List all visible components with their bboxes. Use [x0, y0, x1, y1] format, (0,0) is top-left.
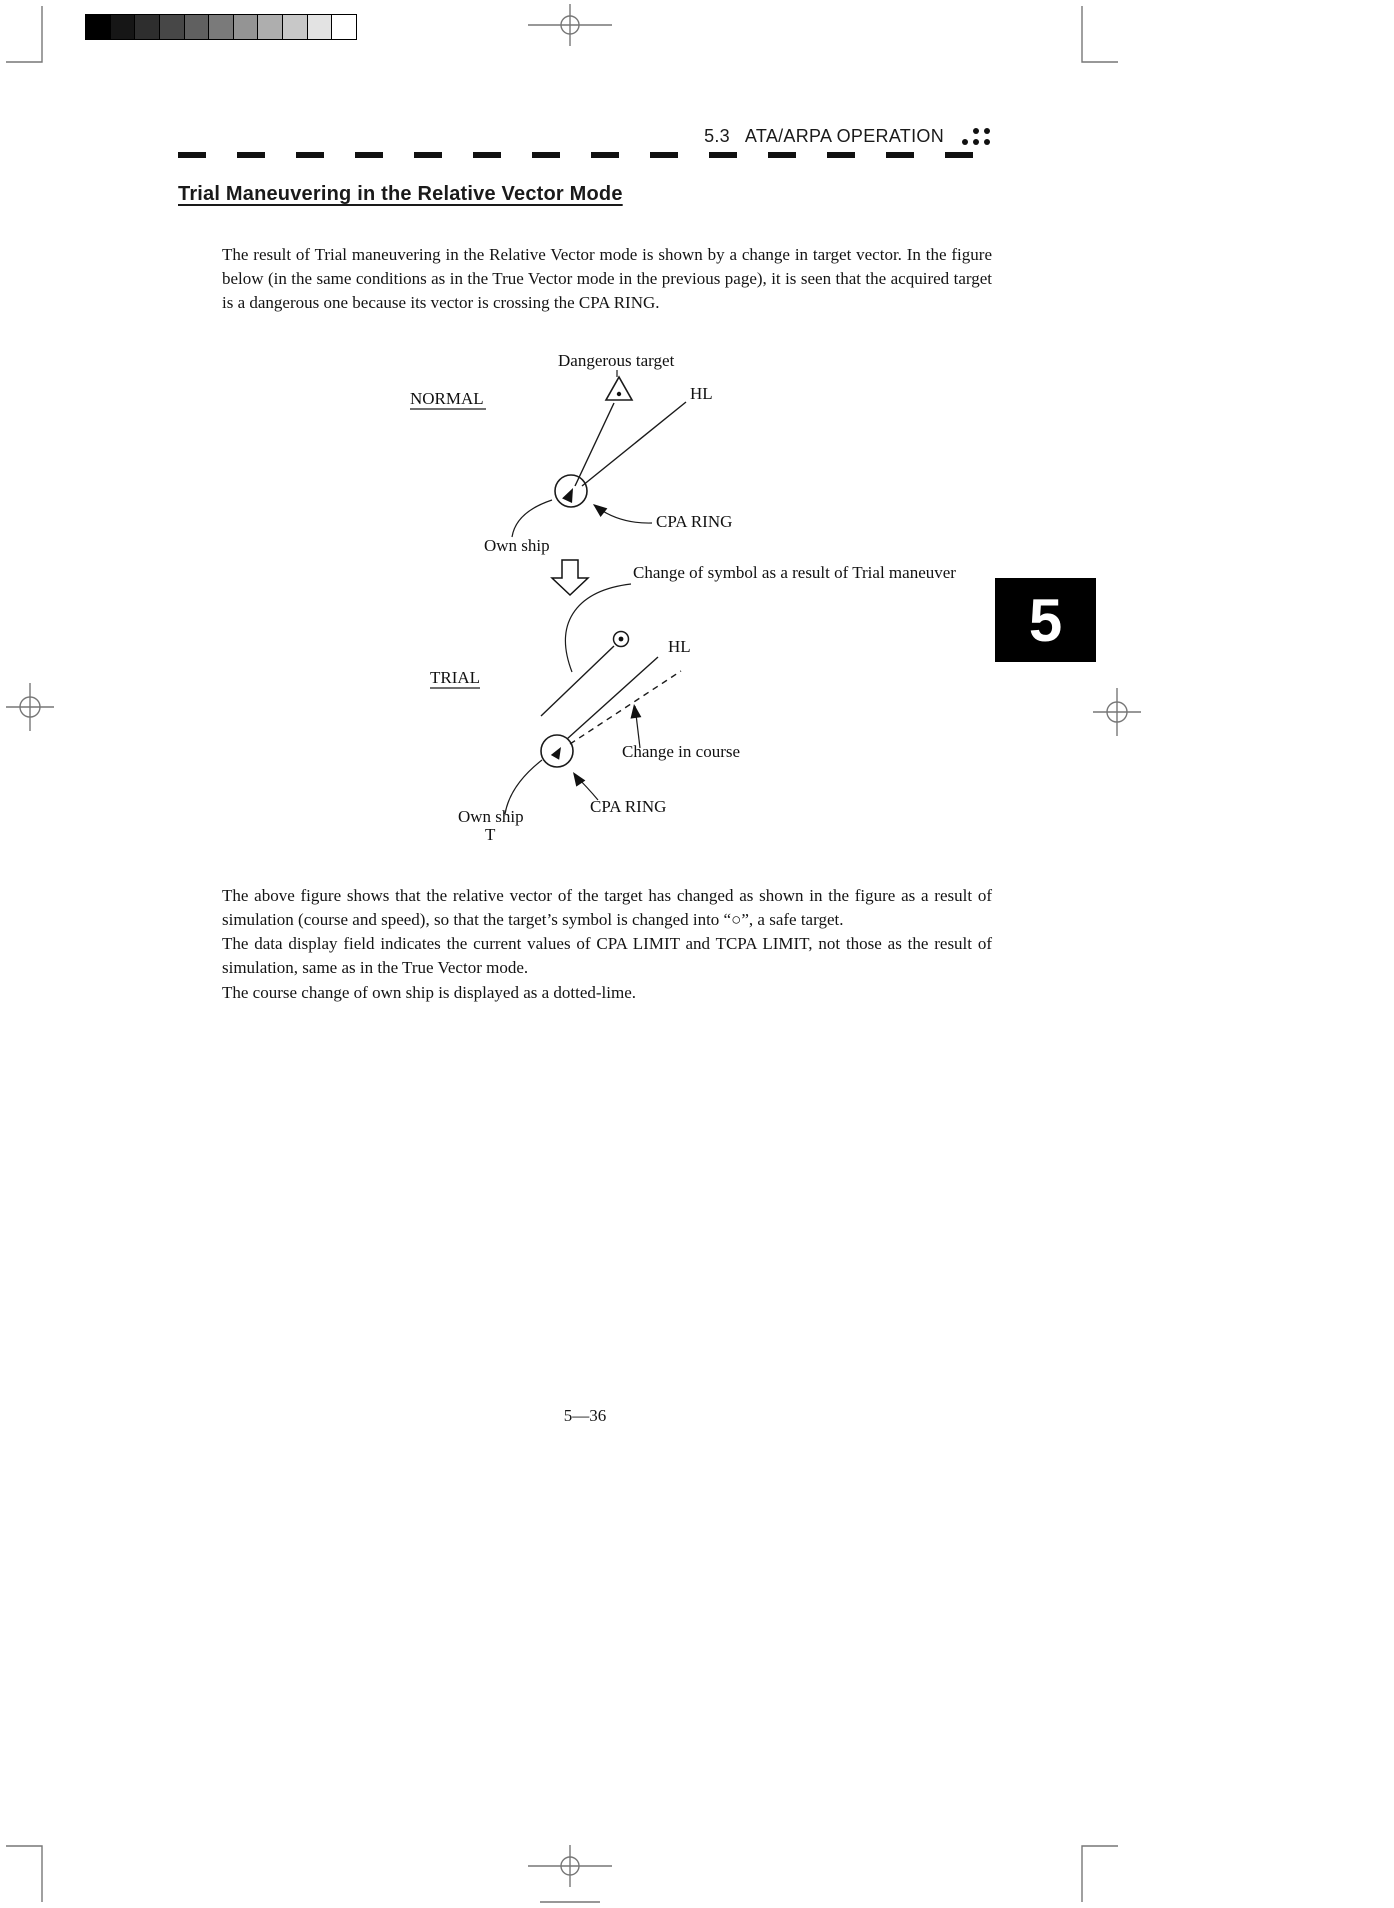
chapter-tab: 5 [995, 578, 1096, 662]
closing-paragraph-1: The above figure shows that the relative vector of the target has changed as shown in the figure as a result of simulation (course and speed), so that the target’s symbol is changed into “○”, a safe target. [222, 886, 992, 930]
change-course-label: Change in course [622, 742, 741, 761]
change-symbol-label: Change of symbol as a result of Trial maneuver [633, 563, 956, 582]
calibration-swatch [134, 15, 159, 39]
own-ship-course-arrowhead-normal [562, 486, 578, 503]
calibration-swatch [86, 15, 110, 39]
dangerous-target-dot [617, 392, 621, 396]
section-dots-icon [962, 126, 990, 145]
closing-paragraph-2: The data display field indicates the current values of CPA LIMIT and TCPA LIMIT, not those as the result of simulation, same as in the True Vector mode. [222, 934, 992, 978]
closing-paragraphs [222, 884, 992, 1005]
calibration-swatch [307, 15, 332, 39]
normal-diagram [410, 351, 732, 555]
change-symbol-callout-line [566, 584, 631, 672]
calibration-swatch [184, 15, 209, 39]
registration-mark-bottom-center [528, 1845, 612, 1902]
registration-mark-top-center [528, 4, 612, 46]
trim-mark-top-left [6, 6, 42, 62]
header-dashed-rule [178, 152, 986, 158]
grayscale-calibration-bar [85, 14, 357, 40]
trim-mark-bottom-left [6, 1846, 42, 1902]
change-course-callout-arrowhead [629, 703, 642, 718]
own-ship-sub-label-trial: T [485, 825, 496, 844]
closing-paragraph-3: The course change of own ship is displayed as a dotted-lime. [222, 982, 637, 1002]
calibration-swatch [331, 15, 356, 39]
heading-line-normal [582, 402, 686, 486]
page-number: 5—36 [563, 1406, 607, 1425]
own-ship-callout-line-normal [512, 500, 552, 537]
calibration-swatch [159, 15, 184, 39]
page-header [540, 126, 990, 147]
dots-row-top [962, 128, 990, 134]
own-ship-callout-line-trial [505, 760, 542, 814]
trial-mode-label: TRIAL [430, 668, 481, 687]
hl-label-normal: HL [690, 384, 713, 403]
heading-line-trial [567, 657, 658, 739]
trim-mark-top-right [1082, 6, 1118, 62]
trial-diagram [430, 632, 740, 845]
calibration-swatch [110, 15, 135, 39]
changed-course-dashed-line [570, 671, 681, 744]
intro-paragraph: The result of Trial maneuvering in the Relative Vector mode is shown by a change in target vector. In the figure below (in the same conditions as in the True Vector mode in the previous page), it is seen that the acquired target is a dangerous one because its vector is crossing the CPA RING. [222, 245, 992, 313]
dots-row-bottom [962, 139, 990, 145]
target-relative-vector-line-trial [541, 646, 614, 716]
calibration-swatch [282, 15, 307, 39]
cpa-ring-callout-arrowhead-trial [568, 769, 585, 787]
transition-elements [552, 560, 956, 672]
section-header-label: 5.3 ATA/ARPA OPERATION [704, 126, 944, 146]
calibration-swatch [208, 15, 233, 39]
safe-target-dot [619, 637, 624, 642]
trim-mark-bottom-right [1082, 1846, 1118, 1902]
registration-mark-right-middle [1093, 688, 1141, 736]
own-ship-course-arrowhead-trial [551, 745, 565, 760]
own-ship-label-normal: Own ship [484, 536, 550, 555]
calibration-swatch [233, 15, 258, 39]
own-ship-label-trial: Own ship [458, 807, 524, 826]
registration-mark-left-middle [6, 683, 54, 731]
hl-label-trial: HL [668, 637, 691, 656]
dangerous-target-label: Dangerous target [558, 351, 675, 370]
normal-mode-label: NORMAL [410, 389, 484, 408]
down-arrow-icon [552, 560, 588, 595]
page-title: Trial Maneuvering in the Relative Vector Mode [178, 183, 623, 205]
dangerous-target-icon [606, 377, 632, 400]
cpa-ring-label-trial: CPA RING [590, 797, 667, 816]
target-relative-vector-line-normal [575, 403, 614, 486]
cpa-ring-callout-arrowhead-normal [590, 500, 608, 517]
calibration-swatch [257, 15, 282, 39]
trial-maneuver-figure [390, 348, 1000, 848]
cpa-ring-label-normal: CPA RING [656, 512, 733, 531]
